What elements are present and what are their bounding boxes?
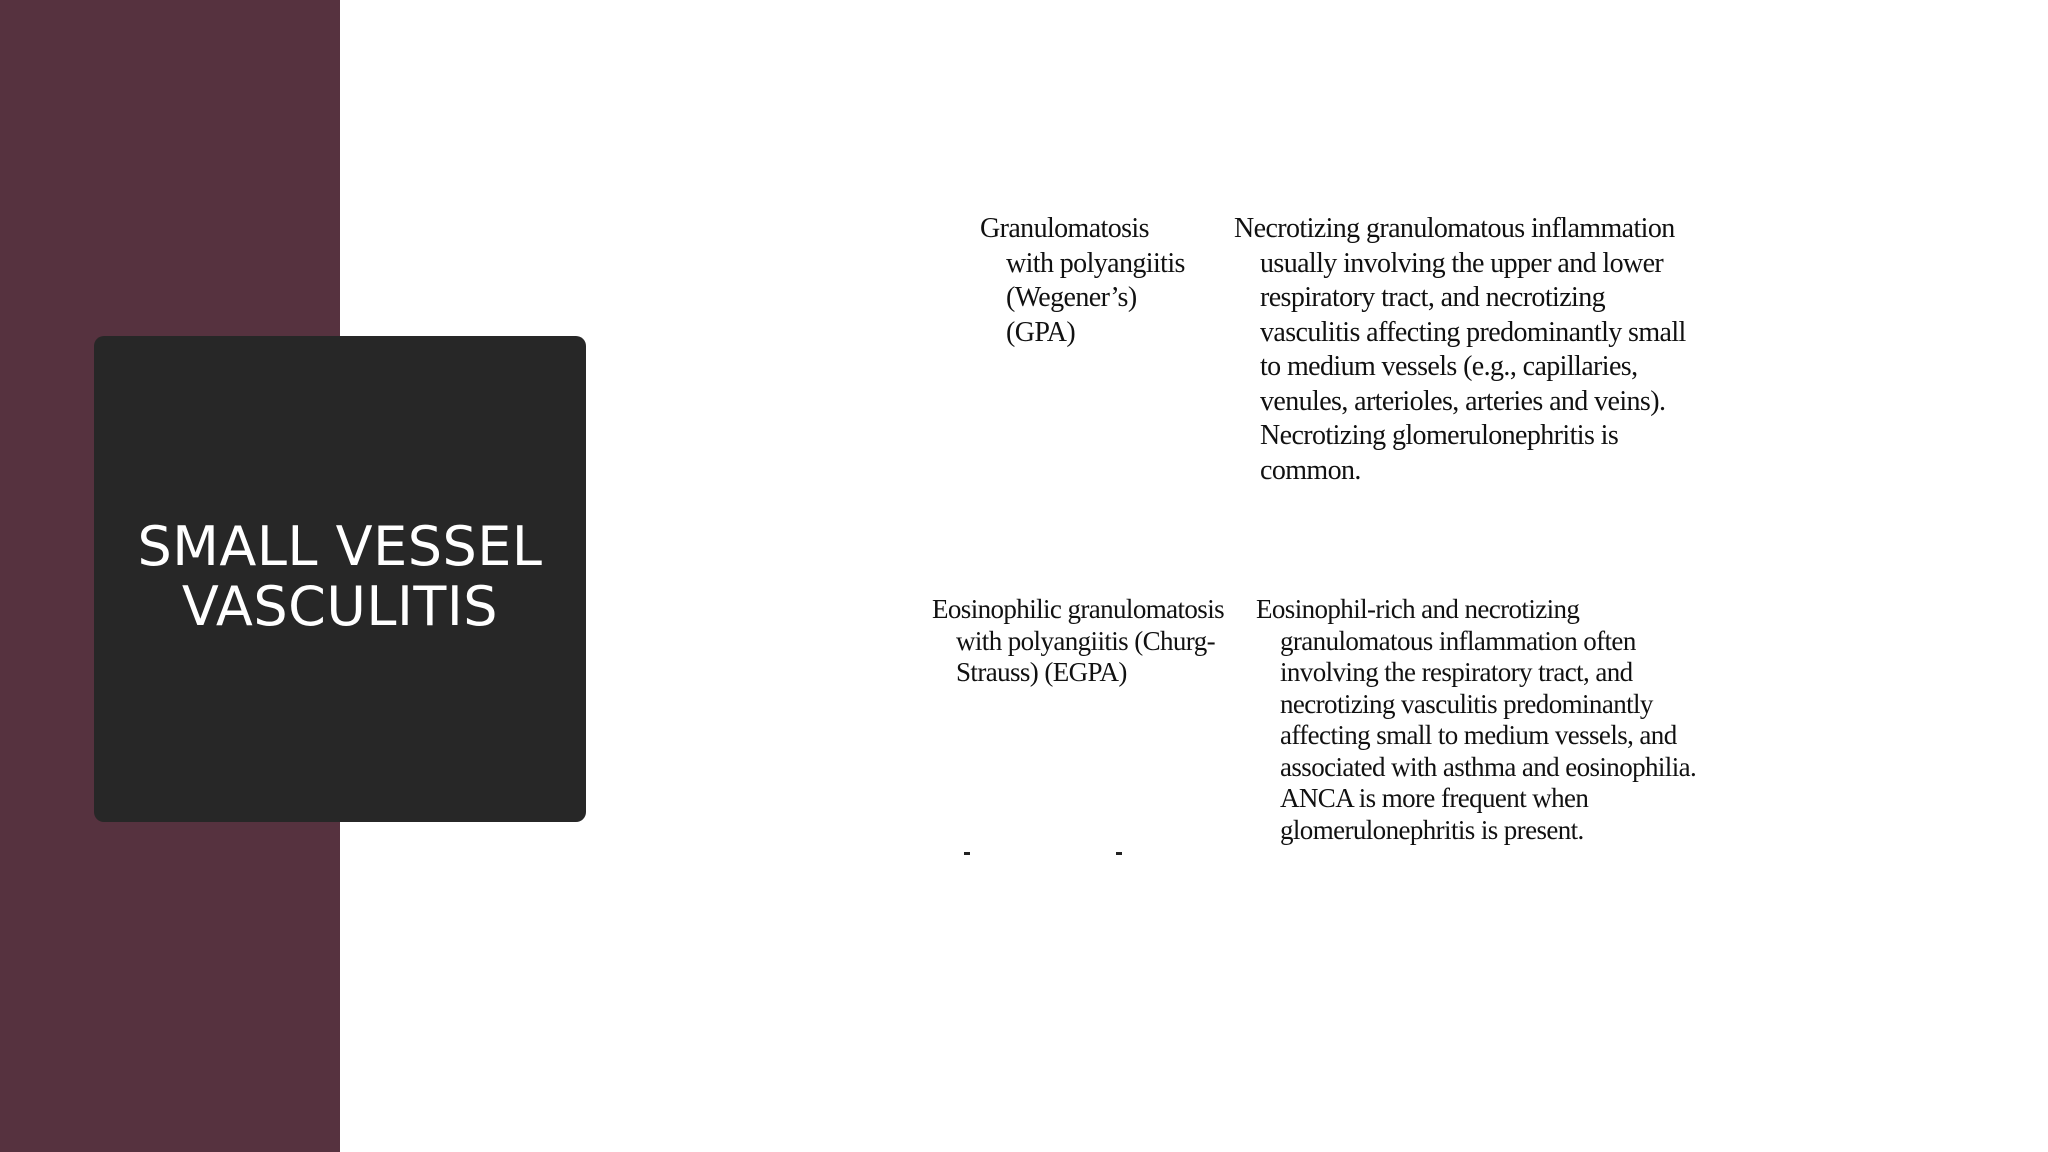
definition-line: common. bbox=[1260, 454, 1361, 486]
definition-line: Eosinophil-rich and necrotizing bbox=[1256, 594, 1580, 624]
definition-line: granulomatous inflammation often bbox=[1280, 625, 1636, 656]
definition-line: associated with asthma and eosinophilia. bbox=[1280, 751, 1697, 782]
slide-title-line-1: SMALL VESSEL bbox=[137, 515, 543, 578]
definition-cell bbox=[1234, 212, 1714, 488]
slide-title bbox=[138, 517, 543, 637]
definition-line: venules, arterioles, arteries and veins). bbox=[1260, 385, 1666, 417]
term-line: Strauss) (EGPA) bbox=[956, 657, 1127, 687]
definition-line: involving the respiratory tract, and bbox=[1280, 657, 1633, 687]
definition-line: Necrotizing glomerulonephritis is bbox=[1260, 420, 1619, 451]
definition-line: usually involving the upper and lower bbox=[1260, 247, 1664, 279]
term-line: Granulomatosis bbox=[980, 213, 1149, 244]
definition-line: glomerulonephritis is present. bbox=[1280, 814, 1584, 845]
cropped-text-fragment bbox=[960, 852, 1120, 860]
title-card bbox=[94, 336, 586, 822]
term-cell bbox=[980, 212, 1230, 350]
definition-line: affecting small to medium vessels, and bbox=[1280, 720, 1677, 750]
term-line: Eosinophilic granulomatosis bbox=[932, 594, 1225, 624]
definition-line: vasculitis affecting predominantly small bbox=[1260, 316, 1686, 348]
definition-line: respiratory tract, and necrotizing bbox=[1260, 282, 1605, 313]
table-excerpt-image bbox=[920, 206, 1720, 860]
term-cell bbox=[932, 594, 1232, 689]
definition-line: ANCA is more frequent when bbox=[1280, 783, 1589, 813]
term-line: (Wegener’s) bbox=[1006, 282, 1137, 313]
term-line: with polyangiitis bbox=[1006, 247, 1185, 279]
definition-line: Necrotizing granulomatous inflammation bbox=[1234, 213, 1675, 244]
definition-cell bbox=[1256, 594, 1720, 846]
slide-title-line-2: VASCULITIS bbox=[181, 575, 499, 638]
definition-line: to medium vessels (e.g., capillaries, bbox=[1260, 351, 1638, 382]
definition-line: necrotizing vasculitis predominantly bbox=[1280, 688, 1653, 719]
term-line: (GPA) bbox=[1006, 316, 1076, 348]
term-line: with polyangiitis (Churg- bbox=[956, 625, 1215, 656]
